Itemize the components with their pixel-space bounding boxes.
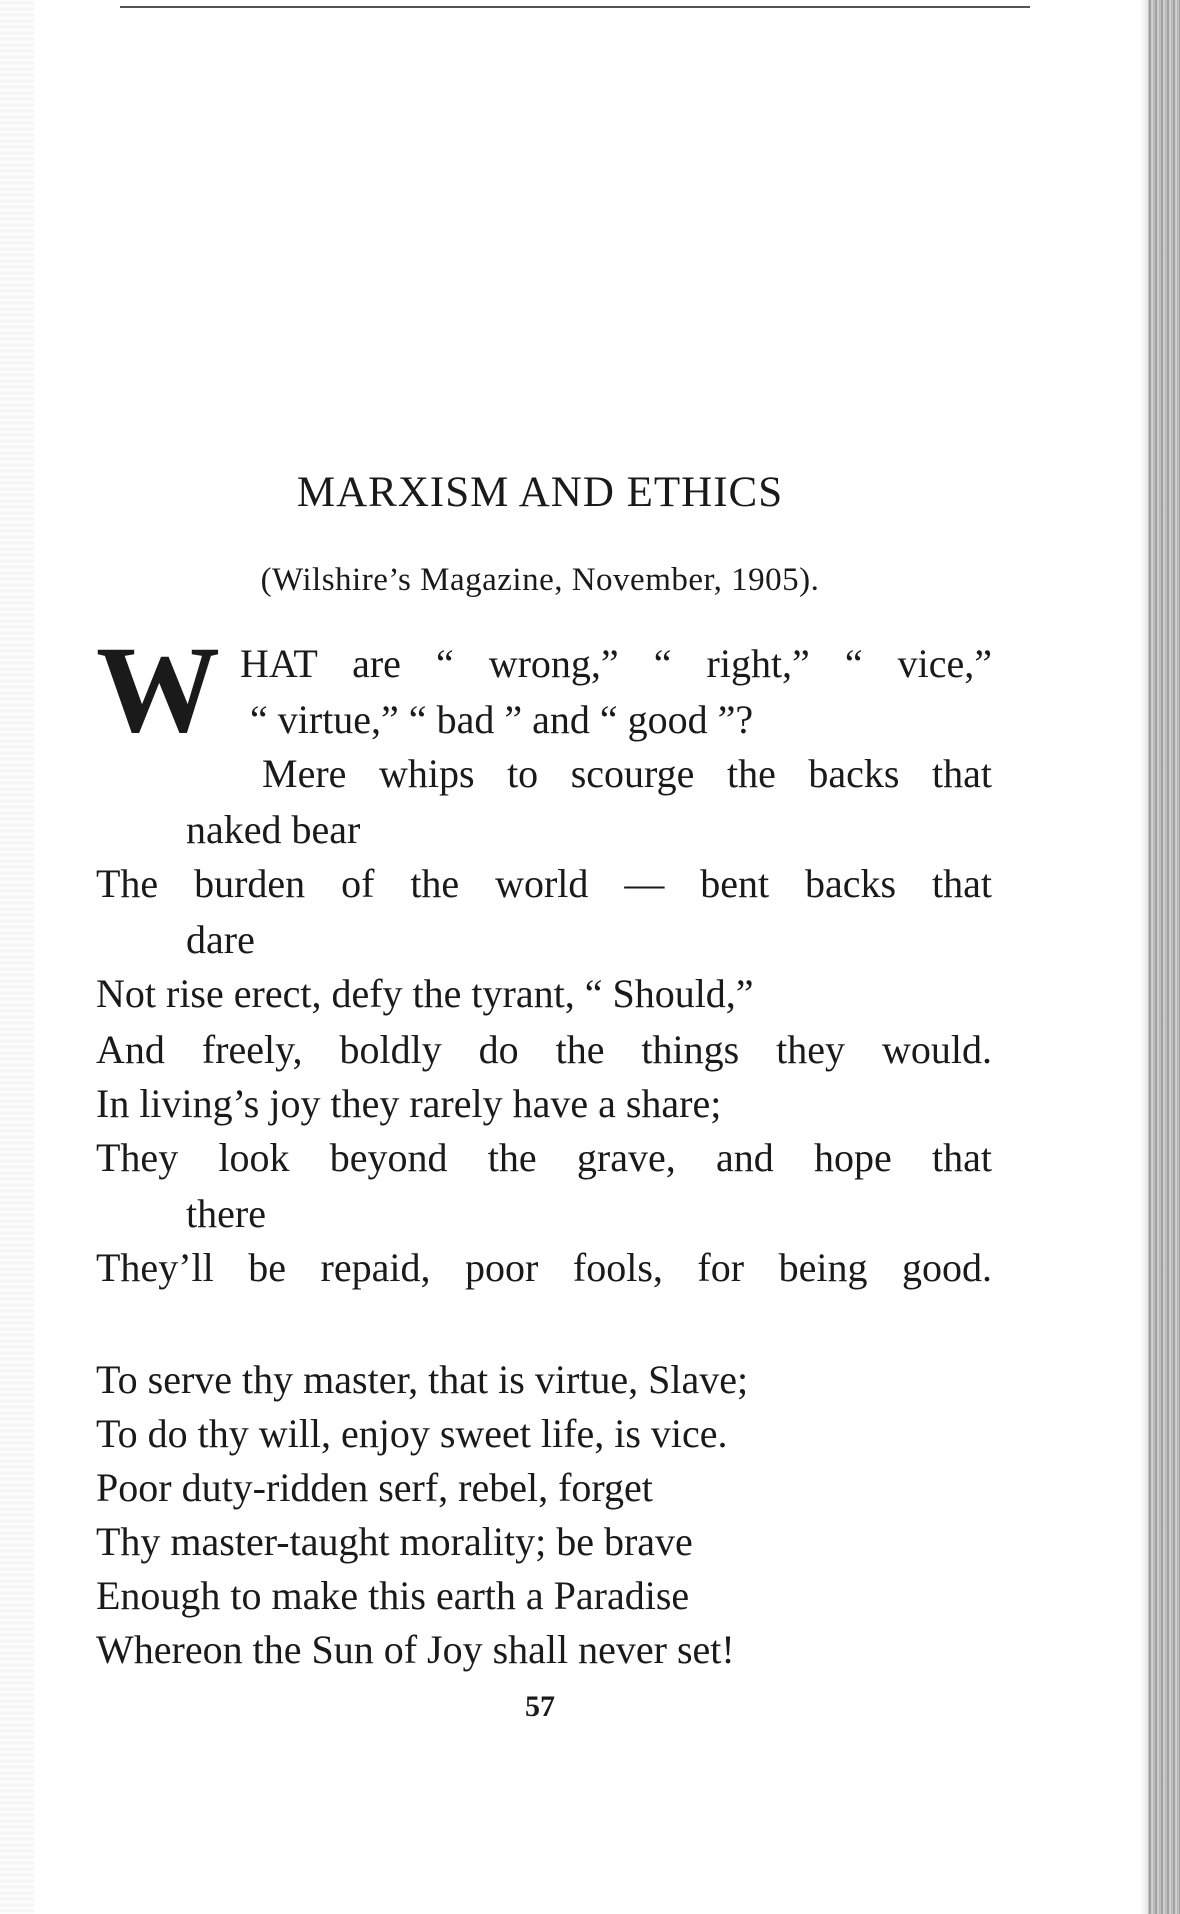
poem-line: Thy master-taught morality; be brave [96, 1519, 693, 1564]
poem-line: They look beyond the grave, and hope that [96, 1135, 992, 1180]
page-number: 57 [525, 1690, 555, 1723]
poem-line: Not rise erect, defy the tyrant, “ Should,” [96, 971, 754, 1016]
poem-line: They’ll be repaid, poor fools, for being good. [96, 1245, 992, 1290]
poem-line: The burden of the world — bent backs that [96, 861, 992, 906]
poem-line: In living’s joy they rarely have a share; [96, 1081, 722, 1126]
poem-line: Poor duty-ridden serf, rebel, forget [96, 1465, 653, 1510]
poem-line: there [186, 1191, 266, 1236]
drop-cap: W [96, 621, 220, 758]
poem-line: And freely, boldly do the things they would. [96, 1027, 992, 1072]
poem-line: dare [186, 917, 255, 962]
poem-line: HAT are “ wrong,” “ right,” “ vice,” [240, 641, 992, 686]
page-edge-right [1140, 0, 1148, 1914]
poem-line: “ virtue,” “ bad ” and “ good ”? [250, 697, 754, 742]
book-spine [1148, 0, 1180, 1914]
poem-line: naked bear [186, 807, 361, 852]
poem-line: Enough to make this earth a Paradise [96, 1573, 690, 1618]
page-title: MARXISM AND ETHICS [296, 469, 784, 516]
page-subtitle: (Wilshire’s Magazine, November, 1905). [260, 562, 820, 598]
page-edge-left [0, 0, 34, 1914]
poem-line: Whereon the Sun of Joy shall never set! [96, 1627, 735, 1672]
poem-line: To do thy will, enjoy sweet life, is vice. [96, 1411, 728, 1456]
poem-line: Mere whips to scourge the backs that [262, 751, 992, 796]
poem-line: To serve thy master, that is virtue, Slave; [96, 1357, 749, 1402]
top-rule [120, 6, 1030, 8]
